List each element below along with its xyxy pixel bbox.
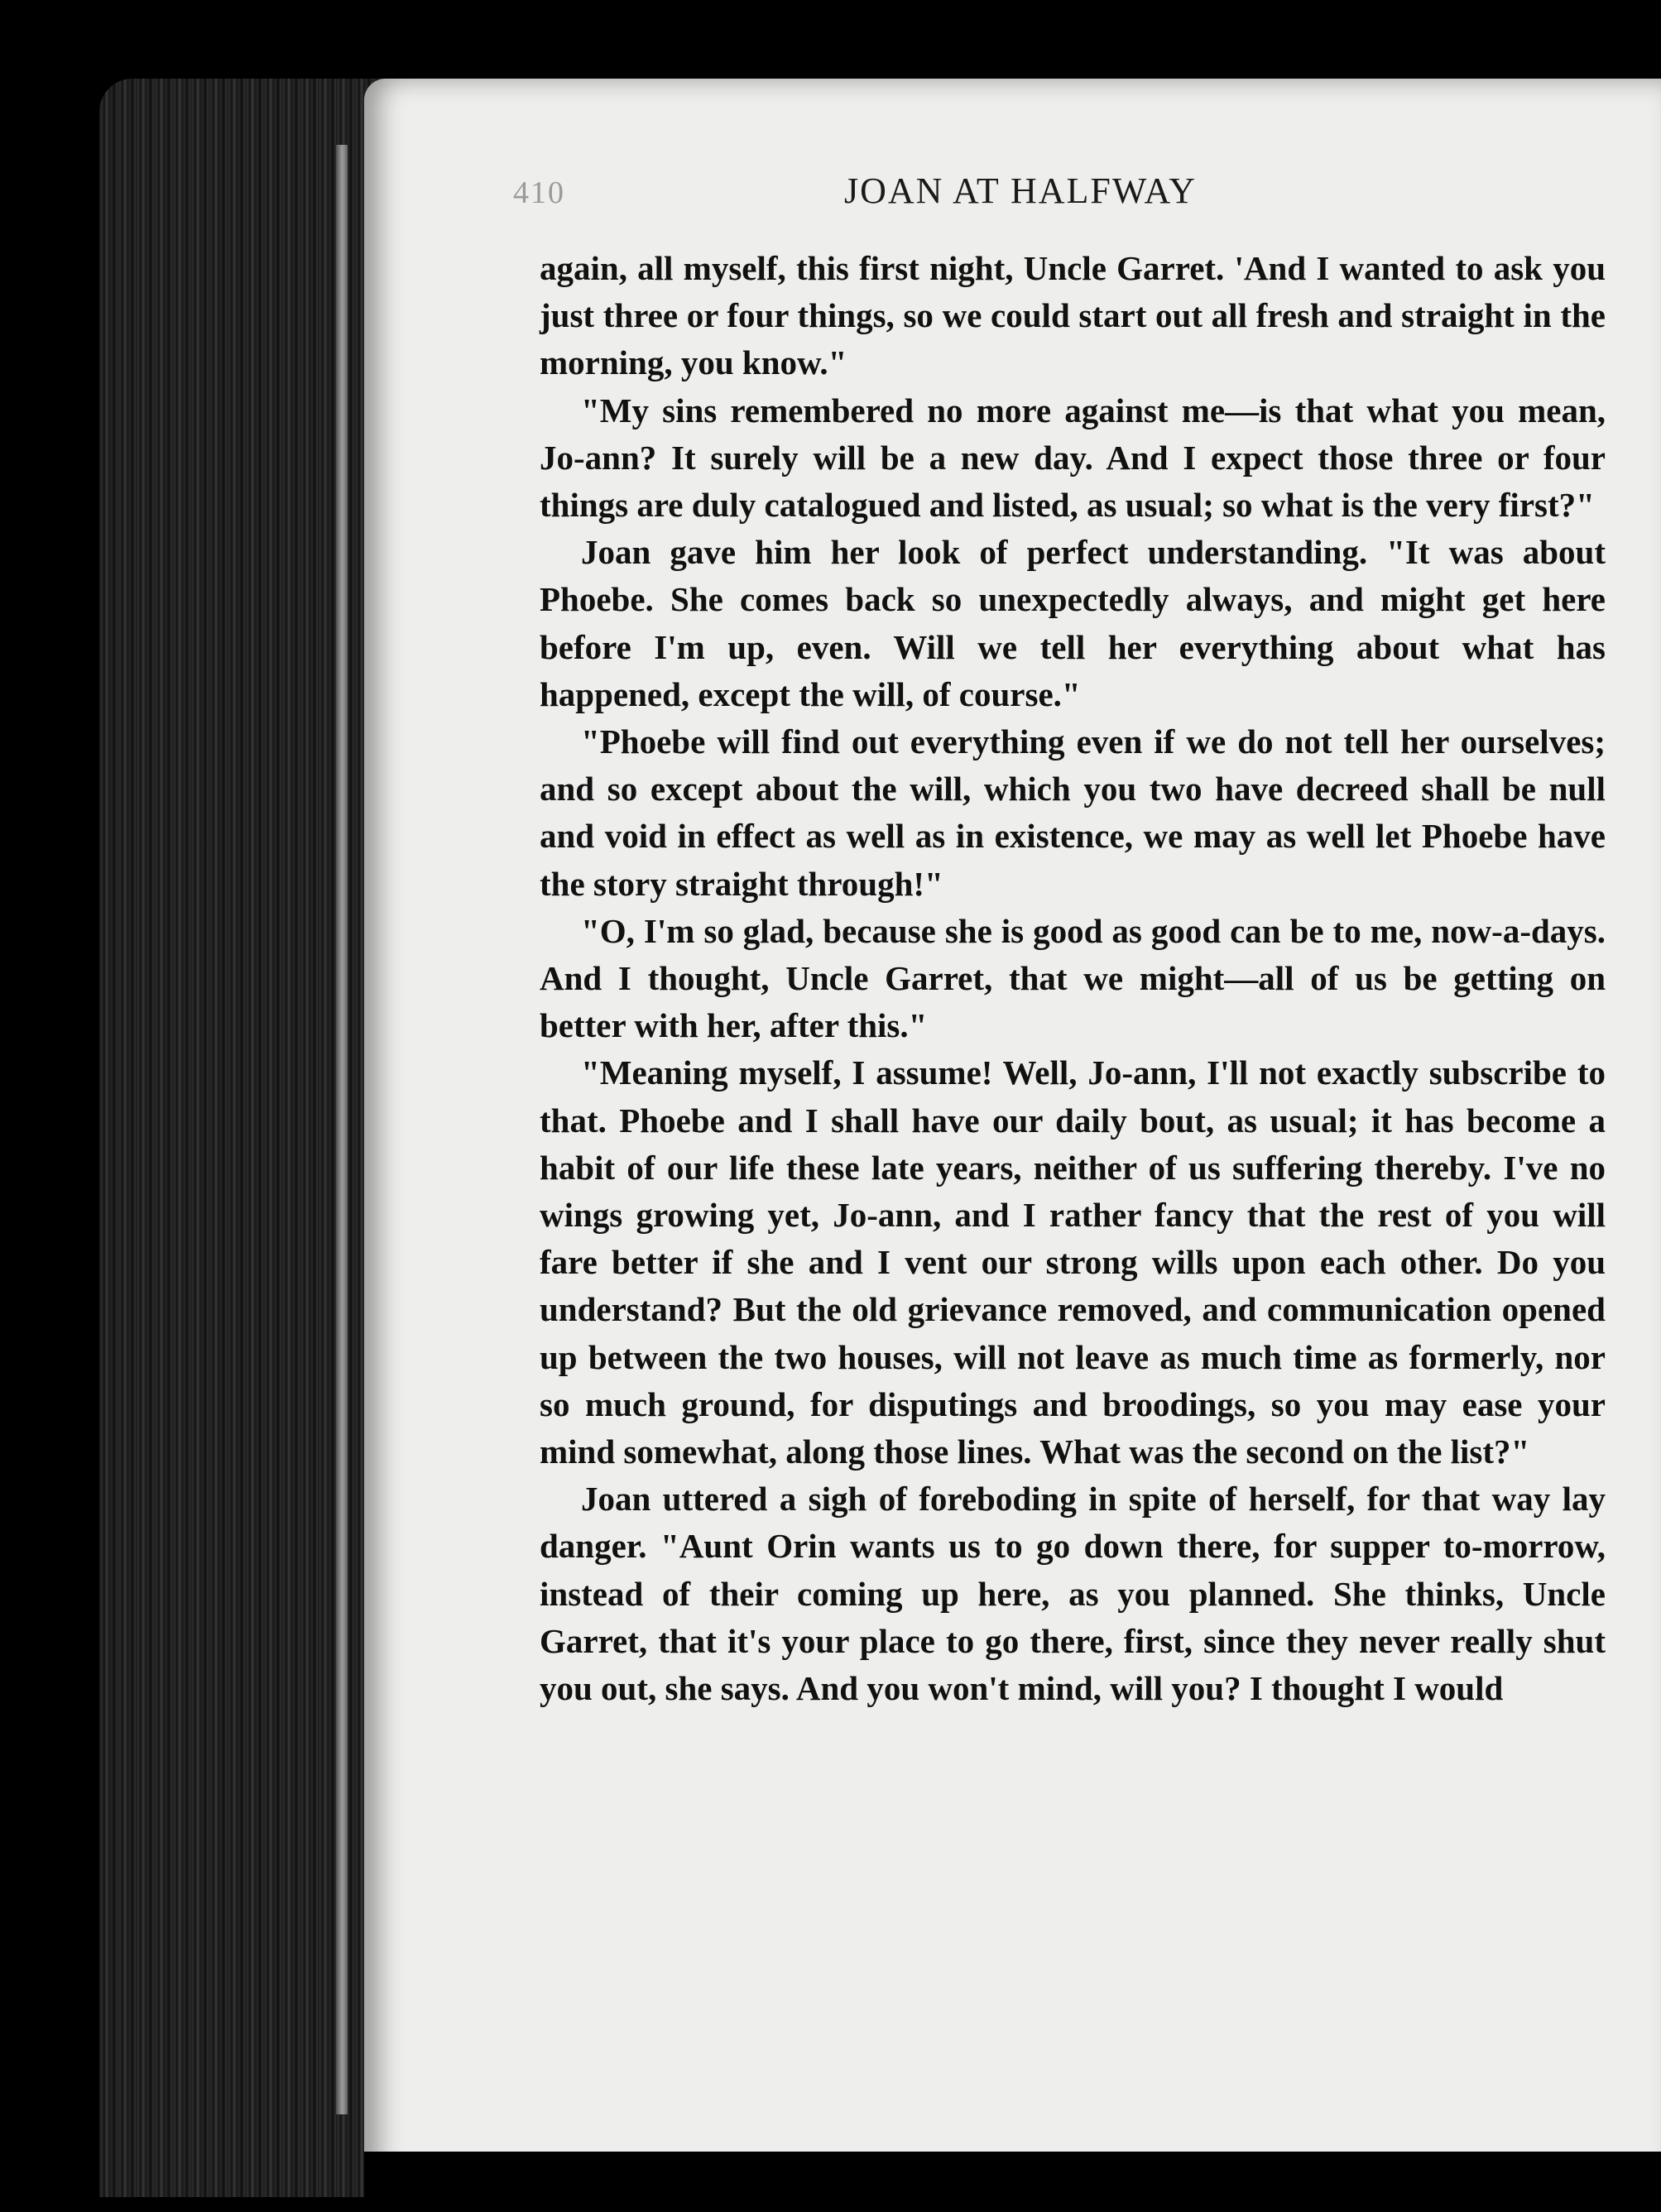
paragraph-2: "My sins remembered no more against me—is that what you mean, Jo-ann? It surely will be a new day. And I expect those three or four things are duly catalogued and listed, as usual; so what is the very first?" — [540, 391, 1606, 525]
book-page-edges — [99, 79, 397, 2197]
paragraph-5: "O, I'm so glad, because she is good as good can be to me, now-a-days. And I thought, Uncle Garret, that we might—all of us be getting on better with her, after this." — [540, 911, 1606, 1045]
body-text — [540, 245, 1606, 1712]
paragraph-6: "Meaning myself, I assume! Well, Jo-ann, I'll not exactly subscribe to that. Phoebe and I shall have our daily bout, as usual; it has become a habit of our life these late years, neither of us suffering thereby. I've no wings growing yet, Jo-ann, and I rather fancy that the rest of you will fare better if she and I vent our strong wills upon each other. Do you understand? But the old grievance removed, and communication opened up between the two houses, will not leave as much time as formerly, nor so much ground, for disputings and broodings, so you may ease your mind somewhat, along those lines. What was the second on the list?" — [540, 1053, 1606, 1471]
paragraph-3: Joan gave him her look of perfect understanding. "It was about Phoebe. She comes back so unexpectedly always, and might get here before I'm up, even. Will we tell her everything about what has happened, except the will, of course." — [540, 533, 1606, 713]
header-title: JOAN AT HALFWAY — [844, 170, 1198, 211]
paragraph-1: again, all myself, this first night, Uncle Garret. 'And I wanted to ask you just three or four things, so we could start out all fresh and straight in the morning, you know." — [540, 249, 1606, 382]
paragraph-4: "Phoebe will find out everything even if we do not tell her ourselves; and so except about the will, which you two have decreed shall be null and void in effect as well as in existence, we may as well let Phoebe have the story straight through!" — [540, 722, 1606, 903]
running-head — [513, 170, 1622, 219]
page-bottom-shadow — [364, 2152, 1661, 2212]
paragraph-7: Joan uttered a sigh of foreboding in spite of herself, for that way lay danger. "Aunt Orin wants us to go down there, for supper to-morrow, instead of their coming up here, as you planned. She thinks, Uncle Garret, that it's your place to go there, first, since they never really shut you out, she says. And you won't mind, will you? I thought I would — [540, 1480, 1606, 1708]
page-number: 410 — [513, 175, 565, 210]
